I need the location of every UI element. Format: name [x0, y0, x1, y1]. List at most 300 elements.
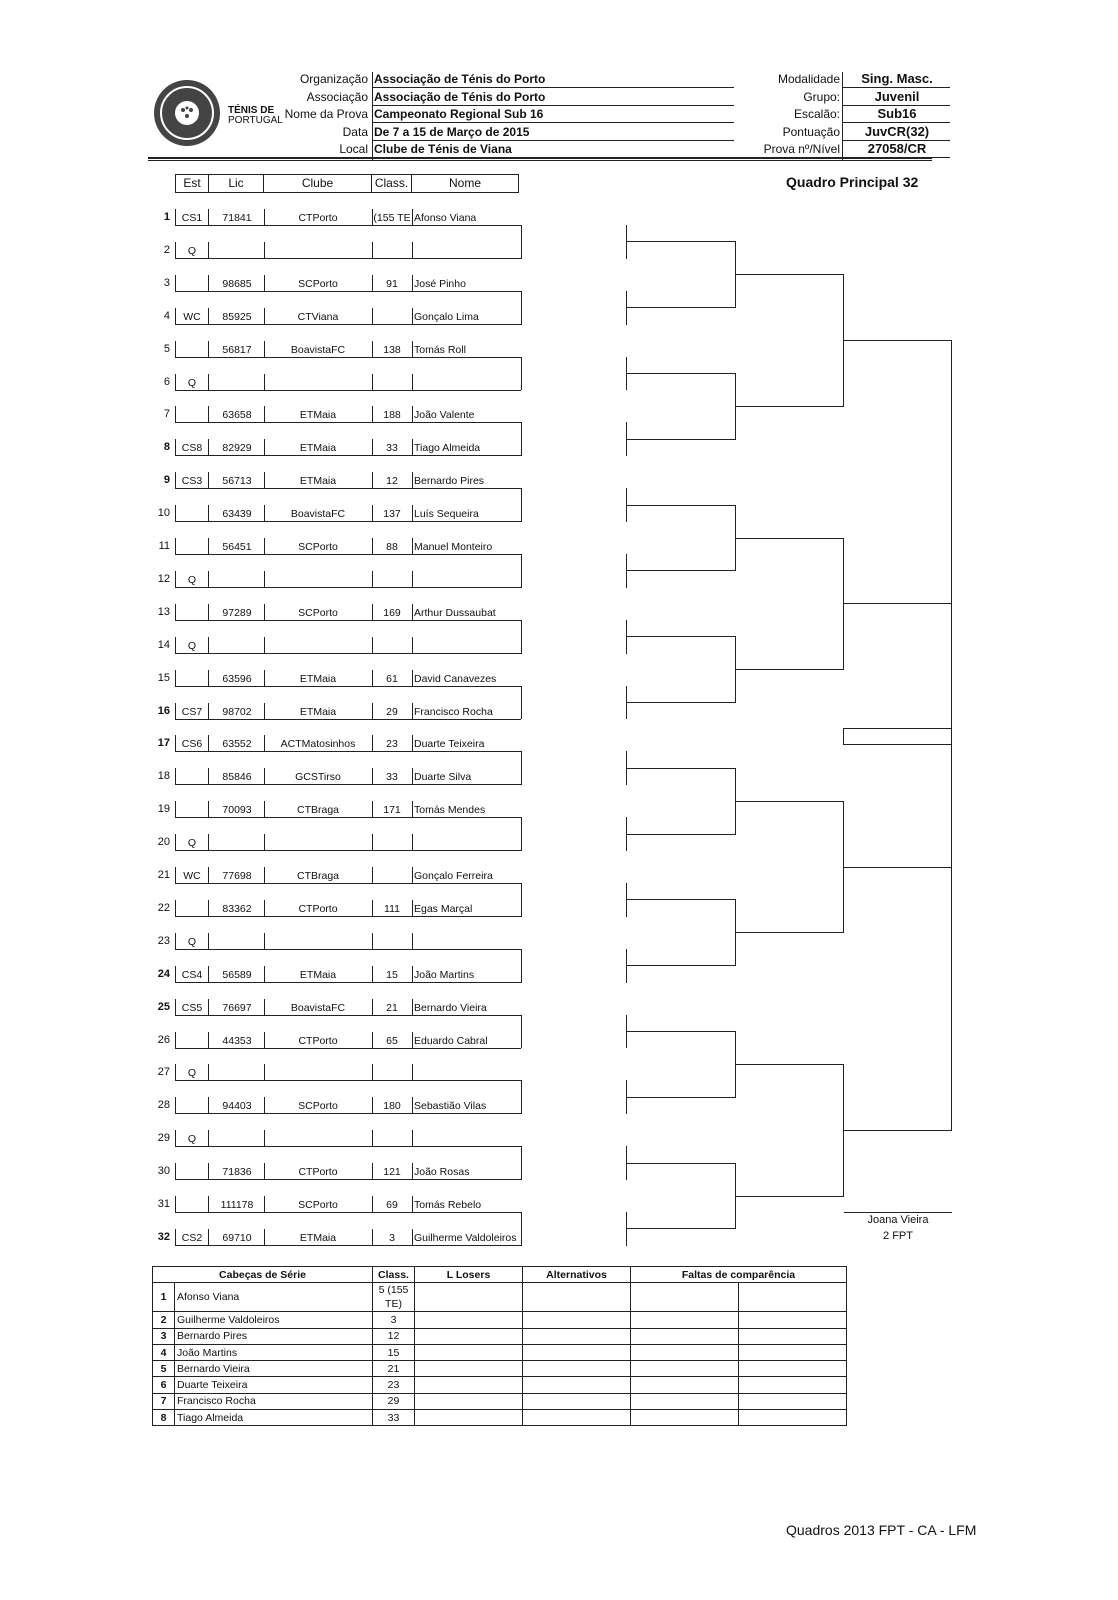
seeds-table-row — [153, 1410, 847, 1426]
seeds-table-row — [153, 1312, 847, 1328]
entry-underline — [175, 291, 521, 292]
entry-ranking: 23 — [386, 738, 398, 751]
entry-column-separator — [412, 670, 413, 687]
entry-position: 5 — [163, 342, 170, 355]
entry-column-separator — [208, 308, 209, 325]
entry-column-separator — [175, 834, 176, 851]
entry-column-separator — [175, 538, 176, 555]
bracket-quarterfinal — [735, 406, 843, 407]
entry-column-separator — [264, 538, 265, 555]
entry-column-separator — [175, 1163, 176, 1180]
seed-player-name: Duarte Teixeira — [175, 1377, 373, 1393]
entry-column-separator — [412, 900, 413, 917]
seed-losers-cell — [415, 1312, 523, 1328]
bracket-round-1 — [521, 620, 522, 654]
entry-underline — [175, 751, 521, 752]
seed-player-name: Tiago Almeida — [175, 1410, 373, 1426]
entry-column-separator — [372, 1032, 373, 1049]
entry-ranking: 171 — [383, 804, 401, 817]
col-header-nome — [411, 174, 519, 193]
entry-column-separator — [264, 275, 265, 292]
entry-column-separator — [264, 1097, 265, 1114]
entry-column-separator — [372, 571, 373, 588]
entry-column-separator — [175, 1196, 176, 1213]
bracket-round-2 — [626, 702, 735, 703]
entry-column-separator — [264, 604, 265, 621]
entry-position: 2 — [163, 243, 170, 256]
entry-column-separator — [175, 966, 176, 983]
entry-column-separator — [208, 768, 209, 785]
col-header-clube-label: Clube — [301, 176, 334, 190]
entry-column-separator — [208, 703, 209, 720]
seeds-header-class: Class. — [373, 1267, 415, 1283]
entry-column-separator — [208, 834, 209, 851]
entry-position: 16 — [157, 704, 170, 717]
entry-column-separator — [175, 275, 176, 292]
entry-club: ETMaia — [299, 672, 337, 685]
entry-column-separator — [208, 571, 209, 588]
entry-ranking: (155 TE — [373, 212, 411, 224]
entry-column-separator — [372, 637, 373, 654]
seed-ranking: 5 (155 TE) — [373, 1283, 415, 1312]
entry-column-separator — [208, 999, 209, 1016]
entry-club: BoavistaFC — [290, 508, 346, 521]
seed-alternates-cell — [523, 1328, 631, 1344]
entry-position: 19 — [157, 803, 170, 816]
entry-column-separator — [372, 1163, 373, 1180]
entry-club: SCPorto — [298, 541, 338, 553]
seed-ranking: 15 — [373, 1344, 415, 1360]
seed-number: 1 — [153, 1283, 175, 1312]
entry-name: David Canavezes — [414, 672, 497, 685]
entry-column-separator — [175, 1032, 176, 1049]
tournament-info-value: De 7 a 15 de Março de 2015 — [374, 124, 530, 139]
entry-ranking: 29 — [386, 705, 398, 718]
seed-losers-cell — [415, 1410, 523, 1426]
seed-absences-cell — [631, 1361, 739, 1377]
seed-absences-cell — [739, 1393, 847, 1409]
entry-position: 14 — [157, 638, 170, 651]
seed-number: 3 — [153, 1328, 175, 1344]
entry-club: BoavistaFC — [290, 1001, 346, 1014]
entry-est: Q — [187, 376, 197, 389]
entry-column-separator — [208, 900, 209, 917]
bracket-round-2 — [626, 899, 735, 900]
seed-absences-cell — [739, 1328, 847, 1344]
entry-position: 28 — [157, 1099, 170, 1112]
entry-license: 98685 — [222, 277, 252, 290]
seed-ranking: 33 — [373, 1410, 415, 1426]
entry-license: 56713 — [222, 475, 252, 488]
entry-column-separator — [264, 1032, 265, 1049]
tournament-info-underline — [372, 140, 734, 141]
event-info-label: Modalidade — [777, 72, 840, 86]
entry-name: João Valente — [414, 409, 475, 422]
entry-column-separator — [372, 834, 373, 851]
entry-column-separator — [175, 703, 176, 720]
entry-underline — [175, 390, 521, 391]
seed-absences-cell — [739, 1312, 847, 1328]
entry-column-separator — [208, 637, 209, 654]
entry-column-separator — [264, 1196, 265, 1213]
entry-license: 63552 — [222, 738, 252, 751]
entry-ranking: 180 — [383, 1100, 401, 1113]
entry-column-separator — [175, 1229, 176, 1246]
entry-column-separator — [264, 341, 265, 358]
event-info-label: Prova nº/Nível — [763, 142, 840, 157]
entry-license: 82929 — [222, 442, 252, 455]
col-header-class — [371, 174, 412, 193]
bracket-semifinal — [843, 867, 951, 868]
seed-alternates-cell — [523, 1344, 631, 1360]
entry-underline — [175, 686, 521, 687]
event-info-value: Sub16 — [877, 106, 917, 122]
entry-ranking: 137 — [383, 508, 401, 521]
entry-ranking: 3 — [389, 1231, 395, 1244]
bracket-quarterfinal — [735, 274, 843, 275]
entry-underline — [175, 225, 521, 226]
entry-club: ETMaia — [299, 705, 337, 718]
entry-est: Q — [187, 1067, 197, 1080]
entry-column-separator — [412, 209, 413, 226]
seed-ranking: 12 — [373, 1328, 415, 1344]
entry-ranking: 138 — [383, 343, 401, 356]
event-info-value: Sing. Masc. — [861, 71, 933, 86]
entry-club: ETMaia — [299, 409, 337, 422]
seeds-table-header — [153, 1267, 847, 1283]
entry-column-separator — [264, 209, 265, 226]
entry-column-separator — [208, 670, 209, 687]
entry-license: 63439 — [222, 508, 252, 521]
entry-column-separator — [175, 308, 176, 325]
tournament-info-underline — [372, 122, 734, 123]
entry-column-separator — [175, 439, 176, 456]
entry-column-separator — [372, 538, 373, 555]
entry-name: Arthur Dussaubat — [414, 606, 496, 619]
entry-position: 10 — [157, 507, 170, 520]
entry-name: Bernardo Pires — [414, 475, 485, 488]
tournament-info-label: Nome da Prova — [284, 107, 368, 122]
entry-club: CTPorto — [298, 1034, 338, 1047]
entry-underline — [175, 620, 521, 621]
bracket-winner-box — [843, 728, 844, 745]
entry-underline — [175, 916, 521, 917]
seeds-table-row — [153, 1344, 847, 1360]
seeds-table-row — [153, 1377, 847, 1393]
entry-column-separator — [372, 374, 373, 391]
tournament-info-value: Campeonato Regional Sub 16 — [374, 107, 544, 122]
seeds-table-row — [153, 1283, 847, 1312]
entry-est: Q — [187, 837, 197, 850]
entry-column-separator — [372, 999, 373, 1016]
entry-column-separator — [412, 834, 413, 851]
bracket-round-2 — [626, 373, 735, 374]
seed-number: 2 — [153, 1312, 175, 1328]
entry-est: Q — [187, 935, 197, 948]
seeds-table-row — [153, 1361, 847, 1377]
entry-column-separator — [208, 406, 209, 423]
entry-column-separator — [372, 439, 373, 456]
entry-underline — [175, 719, 521, 720]
seed-losers-cell — [415, 1328, 523, 1344]
entry-underline — [175, 1080, 521, 1081]
footer-text: Quadros 2013 FPT - CA - LFM — [786, 1522, 977, 1538]
entry-column-separator — [372, 472, 373, 489]
entry-column-separator — [264, 801, 265, 818]
entry-column-separator — [175, 735, 176, 752]
header-divider-thin — [148, 160, 932, 161]
entry-club: SCPorto — [298, 606, 338, 619]
bracket-quarterfinal — [735, 669, 843, 670]
entry-column-separator — [372, 275, 373, 292]
entry-club: ETMaia — [299, 968, 337, 981]
col-header-est-label: Est — [183, 176, 201, 190]
seed-alternates-cell — [523, 1377, 631, 1393]
entry-column-separator — [175, 900, 176, 917]
entry-column-separator — [175, 768, 176, 785]
entry-column-separator — [208, 275, 209, 292]
entry-est: CS8 — [181, 442, 203, 455]
entry-underline — [175, 554, 521, 555]
entry-column-separator — [175, 341, 176, 358]
entry-column-separator — [412, 1064, 413, 1081]
entry-position: 29 — [157, 1132, 170, 1145]
entry-column-separator — [412, 604, 413, 621]
entry-est: CS1 — [181, 212, 203, 224]
entry-column-separator — [412, 801, 413, 818]
entry-position: 12 — [157, 572, 170, 585]
entry-name: José Pinho — [414, 277, 466, 290]
col-header-clube — [263, 174, 372, 193]
seed-losers-cell — [415, 1377, 523, 1393]
entry-column-separator — [208, 209, 209, 226]
entry-column-separator — [372, 703, 373, 720]
entry-underline — [175, 587, 521, 588]
entry-club: GCSTirso — [295, 771, 341, 784]
entry-column-separator — [372, 209, 373, 226]
entry-license: 85925 — [222, 310, 252, 323]
entry-name: Bernardo Vieira — [414, 1001, 487, 1014]
entry-license: 63596 — [222, 672, 252, 685]
seed-ranking: 23 — [373, 1377, 415, 1393]
entry-column-separator — [372, 505, 373, 522]
entry-club: ETMaia — [299, 475, 337, 488]
bracket-semifinal — [843, 340, 951, 341]
entry-column-separator — [264, 439, 265, 456]
entry-club: CTPorto — [298, 1166, 338, 1179]
seed-player-name: Afonso Viana — [175, 1283, 373, 1312]
referee-title: 2 FPT — [883, 1230, 913, 1242]
entry-column-separator — [264, 1163, 265, 1180]
entry-ranking: 111 — [384, 902, 400, 915]
tournament-info-label: Local — [339, 142, 368, 157]
entry-column-separator — [264, 308, 265, 325]
entry-underline — [175, 653, 521, 654]
seed-number: 5 — [153, 1361, 175, 1377]
entry-club: ETMaia — [299, 1231, 337, 1244]
entry-column-separator — [264, 472, 265, 489]
entry-underline — [175, 784, 521, 785]
bracket-round-2 — [626, 768, 735, 769]
entry-club: CTViana — [297, 310, 339, 323]
entry-column-separator — [175, 604, 176, 621]
tournament-info-label: Data — [342, 124, 368, 139]
entry-column-separator — [264, 637, 265, 654]
entry-ranking: 33 — [386, 442, 398, 455]
seed-absences-cell — [739, 1361, 847, 1377]
seed-alternates-cell — [523, 1312, 631, 1328]
entry-name: Tomás Roll — [414, 343, 466, 356]
entry-column-separator — [372, 768, 373, 785]
seed-absences-cell — [631, 1312, 739, 1328]
entry-column-separator — [208, 1032, 209, 1049]
entry-est: Q — [187, 1133, 197, 1146]
entry-column-separator — [175, 933, 176, 950]
bracket-round-1 — [521, 488, 522, 522]
seed-number: 4 — [153, 1344, 175, 1360]
entry-est: WC — [183, 870, 201, 882]
entry-column-separator — [372, 308, 373, 325]
entry-column-separator — [372, 670, 373, 687]
bracket-quarterfinal — [735, 1196, 843, 1197]
tournament-info-underline — [372, 105, 734, 106]
entry-column-separator — [208, 1097, 209, 1114]
entry-position: 8 — [163, 441, 170, 454]
entry-column-separator — [175, 505, 176, 522]
seed-absences-cell — [739, 1283, 847, 1312]
seed-losers-cell — [415, 1361, 523, 1377]
entry-column-separator — [412, 768, 413, 785]
entry-underline — [175, 1048, 521, 1049]
entry-name: Egas Marçal — [414, 902, 473, 915]
seed-alternates-cell — [523, 1393, 631, 1409]
entry-underline — [175, 982, 521, 983]
seed-absences-cell — [631, 1410, 739, 1426]
entry-column-separator — [412, 505, 413, 522]
entry-column-separator — [264, 834, 265, 851]
seed-ranking: 29 — [373, 1393, 415, 1409]
entry-underline — [175, 488, 521, 489]
bracket-quarterfinal — [735, 932, 843, 933]
entry-column-separator — [175, 867, 176, 884]
entry-club: CTPorto — [298, 212, 338, 224]
seed-absences-cell — [631, 1393, 739, 1409]
col-header-lic — [208, 174, 264, 193]
entry-underline — [175, 1146, 521, 1147]
seeds-table — [152, 1266, 847, 1426]
entry-position: 32 — [157, 1230, 170, 1243]
entry-position: 9 — [163, 474, 170, 487]
seed-losers-cell — [415, 1283, 523, 1312]
tournament-info-value: Clube de Ténis de Viana — [374, 142, 512, 157]
entry-column-separator — [412, 439, 413, 456]
entry-column-separator — [372, 1097, 373, 1114]
entry-est: CS6 — [181, 738, 203, 751]
event-info-label: Pontuação — [782, 124, 840, 139]
entry-est: CS7 — [181, 705, 203, 718]
entry-license: 71841 — [222, 212, 252, 224]
entry-column-separator — [264, 374, 265, 391]
entry-club: CTPorto — [298, 902, 338, 915]
entry-column-separator — [412, 999, 413, 1016]
entry-column-separator — [208, 341, 209, 358]
bracket-round-2 — [626, 834, 735, 835]
event-info-value: 27058/CR — [867, 141, 927, 157]
draw-title: Quadro Principal 32 — [786, 174, 919, 190]
entry-column-separator — [264, 242, 265, 259]
tournament-info-divider — [372, 72, 373, 160]
entry-column-separator — [264, 933, 265, 950]
entry-name: Manuel Monteiro — [414, 541, 493, 553]
entry-column-separator — [372, 900, 373, 917]
seed-number: 7 — [153, 1393, 175, 1409]
entry-license: 56817 — [222, 343, 252, 356]
entry-underline — [175, 324, 521, 325]
entry-column-separator — [264, 406, 265, 423]
entry-column-separator — [208, 439, 209, 456]
entry-column-separator — [208, 538, 209, 555]
entry-underline — [175, 949, 521, 950]
entry-column-separator — [175, 209, 176, 226]
entry-column-separator — [208, 1229, 209, 1246]
entry-position: 4 — [163, 309, 170, 322]
entry-column-separator — [412, 1130, 413, 1147]
entry-name: Duarte Teixeira — [414, 738, 485, 751]
entry-column-separator — [208, 735, 209, 752]
entry-column-separator — [175, 1097, 176, 1114]
entry-underline — [175, 258, 521, 259]
entry-underline — [175, 521, 521, 522]
entry-position: 1 — [163, 211, 170, 223]
col-header-class-label: Class. — [374, 176, 409, 190]
entry-underline — [175, 1015, 521, 1016]
entry-position: 22 — [157, 901, 170, 914]
entry-column-separator — [412, 1032, 413, 1049]
entry-column-separator — [175, 406, 176, 423]
entry-column-separator — [264, 1229, 265, 1246]
bracket-round-2 — [626, 1031, 735, 1032]
entry-position: 17 — [157, 737, 170, 750]
event-info-label: Escalão: — [793, 107, 840, 122]
col-header-nome-label: Nome — [448, 176, 481, 190]
entry-column-separator — [372, 1229, 373, 1246]
entry-position: 21 — [157, 869, 170, 881]
entry-ranking: 88 — [386, 541, 398, 553]
entry-column-separator — [175, 1130, 176, 1147]
entry-license: 63658 — [222, 409, 252, 422]
entry-license: 56451 — [222, 541, 252, 553]
entry-column-separator — [264, 768, 265, 785]
entry-column-separator — [208, 505, 209, 522]
bracket-round-1 — [521, 422, 522, 456]
col-header-lic-label: Lic — [228, 176, 244, 190]
entry-name: Guilherme Valdoleiros — [414, 1231, 517, 1244]
entry-name: Francisco Rocha — [414, 705, 493, 718]
entry-club: ACTMatosinhos — [280, 738, 356, 751]
entry-name: Eduardo Cabral — [414, 1034, 488, 1047]
logo-text-line2: PORTUGAL — [228, 115, 283, 126]
bracket-round-1 — [521, 751, 522, 785]
bracket-round-2 — [626, 1097, 735, 1098]
bracket-round-2 — [626, 636, 735, 637]
entry-column-separator — [264, 1064, 265, 1081]
entry-column-separator — [412, 966, 413, 983]
tenis-portugal-logo — [152, 78, 222, 148]
entry-column-separator — [175, 374, 176, 391]
entry-name: Gonçalo Ferreira — [414, 870, 493, 882]
seed-number: 8 — [153, 1410, 175, 1426]
entry-name: João Rosas — [414, 1166, 470, 1179]
